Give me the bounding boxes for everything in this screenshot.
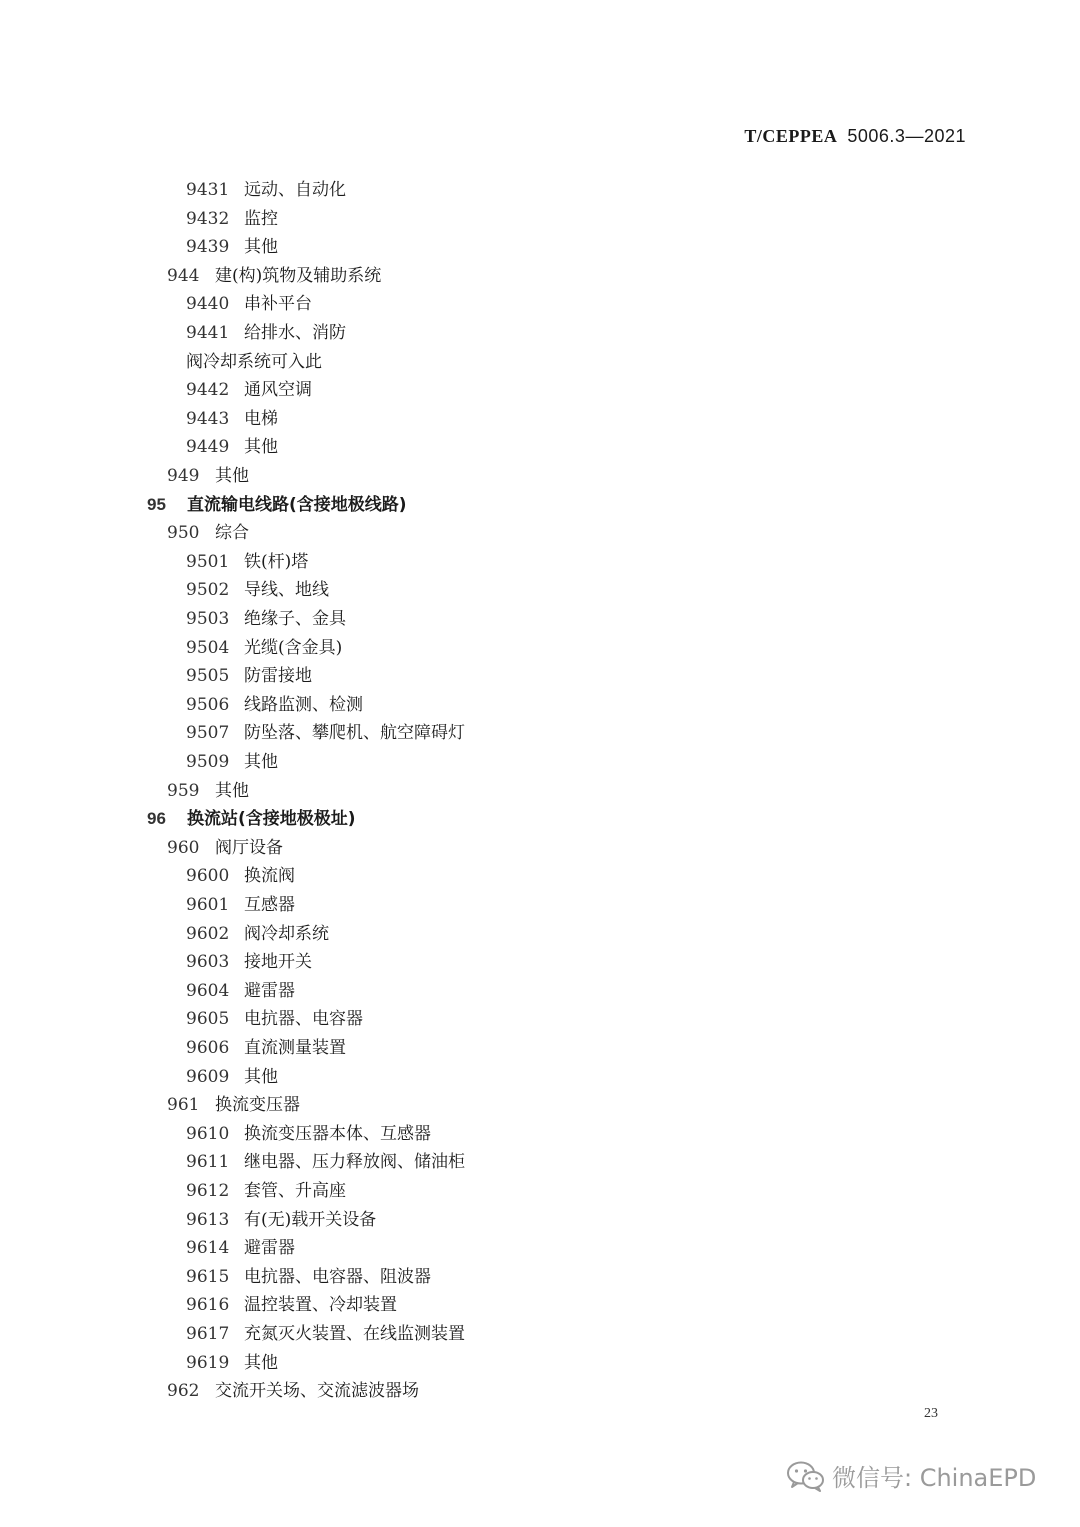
- list-item: [186, 948, 312, 976]
- list-item: [147, 805, 356, 833]
- list-item: [186, 662, 312, 690]
- item-code: 96: [147, 809, 166, 829]
- item-label: 避雷器: [244, 980, 295, 1001]
- list-item: [186, 1005, 363, 1033]
- list-item: [186, 1320, 465, 1348]
- item-label: 有(无)载开关设备: [244, 1209, 377, 1230]
- item-code: 9619: [186, 1352, 230, 1373]
- item-label: 阀厅设备: [215, 837, 283, 858]
- item-code: 9449: [186, 437, 230, 458]
- list-item: [186, 634, 342, 662]
- watermark-text: 微信号: ChinaEPD: [832, 1464, 1037, 1492]
- item-label: 其他: [244, 437, 278, 458]
- item-label: 避雷器: [244, 1238, 295, 1259]
- list-item: [186, 1177, 346, 1205]
- item-label: 直流测量装置: [244, 1038, 346, 1058]
- item-label: 阀冷却系统: [244, 923, 329, 944]
- item-code: 9442: [186, 380, 230, 401]
- list-item: [186, 977, 295, 1005]
- item-code: 959: [167, 780, 200, 801]
- item-label: 导线、地线: [244, 580, 329, 601]
- item-code: 95: [147, 494, 166, 514]
- list-item: [186, 433, 278, 461]
- note-row: [186, 348, 322, 376]
- item-code: 9609: [186, 1066, 230, 1087]
- item-label: 铁(杆)塔: [244, 551, 309, 572]
- item-label: 其他: [244, 1066, 278, 1087]
- item-label: 套管、升高座: [244, 1181, 346, 1201]
- list-item: [186, 405, 278, 433]
- list-item: [167, 1091, 300, 1119]
- item-label: 其他: [215, 780, 249, 801]
- item-label: 其他: [215, 466, 249, 486]
- item-label: 绝缘子、金具: [244, 609, 346, 629]
- list-item: [186, 920, 329, 948]
- wechat-icon: [786, 1460, 826, 1492]
- item-label: 监控: [244, 208, 278, 229]
- list-item: [186, 1206, 376, 1234]
- item-label: 换流变压器: [215, 1095, 300, 1116]
- list-item: [186, 1063, 278, 1091]
- list-item: [186, 691, 363, 719]
- item-code: 9605: [186, 1009, 230, 1030]
- list-item: [186, 748, 278, 776]
- item-label: 串补平台: [244, 294, 312, 315]
- list-item: [186, 605, 346, 633]
- item-label: 温控装置、冷却装置: [244, 1295, 397, 1316]
- standard-number: 5006.3—2021: [847, 126, 966, 146]
- item-code: 9432: [186, 208, 230, 229]
- item-code: 9610: [186, 1123, 230, 1144]
- item-code: 9441: [186, 323, 230, 343]
- item-label: 远动、自动化: [244, 180, 346, 200]
- item-code: 9617: [186, 1324, 230, 1344]
- item-code: 9506: [186, 694, 230, 715]
- item-code: 9509: [186, 752, 230, 772]
- item-label: 建(构)筑物及辅助系统: [215, 265, 382, 286]
- list-item: [167, 519, 249, 547]
- item-code: 9616: [186, 1295, 230, 1316]
- item-code: 9502: [186, 580, 230, 601]
- item-code: 9507: [186, 723, 230, 744]
- item-code: 9600: [186, 866, 230, 887]
- document-header: [744, 126, 966, 147]
- item-label: 互感器: [244, 895, 295, 915]
- item-label: 电抗器、电容器、阻波器: [244, 1266, 431, 1287]
- item-code: 950: [167, 523, 200, 544]
- list-item: [186, 1349, 278, 1377]
- list-item: [186, 290, 312, 318]
- item-code: 9614: [186, 1238, 230, 1259]
- item-label: 阀冷却系统可入此: [186, 351, 322, 372]
- item-code: 9603: [186, 952, 230, 973]
- list-item: [186, 1291, 397, 1319]
- list-item: [186, 548, 308, 576]
- item-label: 电梯: [244, 408, 278, 429]
- list-item: [186, 233, 278, 261]
- item-code: 9615: [186, 1266, 230, 1287]
- item-code: 9601: [186, 895, 230, 915]
- list-item: [186, 576, 329, 604]
- item-code: 9504: [186, 637, 230, 658]
- list-item: [186, 1120, 431, 1148]
- item-label: 换流变压器本体、互感器: [244, 1123, 431, 1144]
- item-label: 防坠落、攀爬机、航空障碍灯: [244, 723, 465, 744]
- item-label: 换流站(含接地极极址): [187, 809, 356, 830]
- item-code: 960: [167, 837, 200, 858]
- standard-prefix: T/CEPPEA: [744, 126, 838, 146]
- list-item: [186, 205, 278, 233]
- item-label: 其他: [244, 752, 278, 772]
- item-label: 直流输电线路(含接地极线路): [187, 494, 407, 515]
- item-code: 9443: [186, 408, 230, 429]
- item-code: 9501: [186, 551, 230, 572]
- list-item: [186, 376, 312, 404]
- item-label: 给排水、消防: [244, 323, 346, 343]
- list-item: [147, 491, 407, 519]
- list-item: [186, 1148, 465, 1176]
- item-code: 9604: [186, 980, 230, 1001]
- watermark: [786, 1458, 1036, 1493]
- item-code: 9431: [186, 180, 230, 200]
- item-label: 线路监测、检测: [244, 694, 363, 715]
- list-item: [186, 319, 346, 347]
- item-label: 综合: [215, 523, 249, 544]
- list-item: [186, 719, 465, 747]
- list-item: [186, 176, 346, 204]
- item-code: 9611: [186, 1152, 230, 1173]
- item-code: 961: [167, 1095, 200, 1116]
- item-label: 接地开关: [244, 952, 312, 973]
- item-label: 继电器、压力释放阀、储油柜: [244, 1152, 465, 1173]
- item-code: 9606: [186, 1038, 230, 1058]
- list-item: [167, 262, 381, 290]
- list-item: [186, 1263, 431, 1291]
- list-item: [186, 891, 295, 919]
- item-code: 944: [167, 265, 200, 286]
- list-item: [167, 1377, 419, 1405]
- item-code: 9503: [186, 609, 230, 629]
- item-code: 9613: [186, 1209, 230, 1230]
- list-item: [167, 462, 249, 490]
- item-code: 9439: [186, 237, 230, 258]
- item-label: 防雷接地: [244, 666, 312, 687]
- list-item: [186, 862, 295, 890]
- item-code: 9602: [186, 923, 230, 944]
- item-label: 换流阀: [244, 866, 295, 887]
- page-number: 23: [924, 1406, 938, 1421]
- item-label: 其他: [244, 237, 278, 258]
- list-item: [186, 1234, 295, 1262]
- item-code: 9440: [186, 294, 230, 315]
- item-label: 充氮灭火装置、在线监测装置: [244, 1324, 465, 1344]
- item-label: 电抗器、电容器: [244, 1009, 363, 1030]
- item-code: 949: [167, 466, 200, 486]
- item-label: 交流开关场、交流滤波器场: [215, 1381, 419, 1402]
- item-label: 光缆(含金具): [244, 637, 343, 658]
- list-item: [167, 777, 249, 805]
- list-item: [186, 1034, 346, 1062]
- item-code: 9612: [186, 1181, 230, 1201]
- list-item: [167, 834, 283, 862]
- item-code: 9505: [186, 666, 230, 687]
- item-label: 其他: [244, 1352, 278, 1373]
- item-code: 962: [167, 1381, 200, 1402]
- item-label: 通风空调: [244, 380, 312, 401]
